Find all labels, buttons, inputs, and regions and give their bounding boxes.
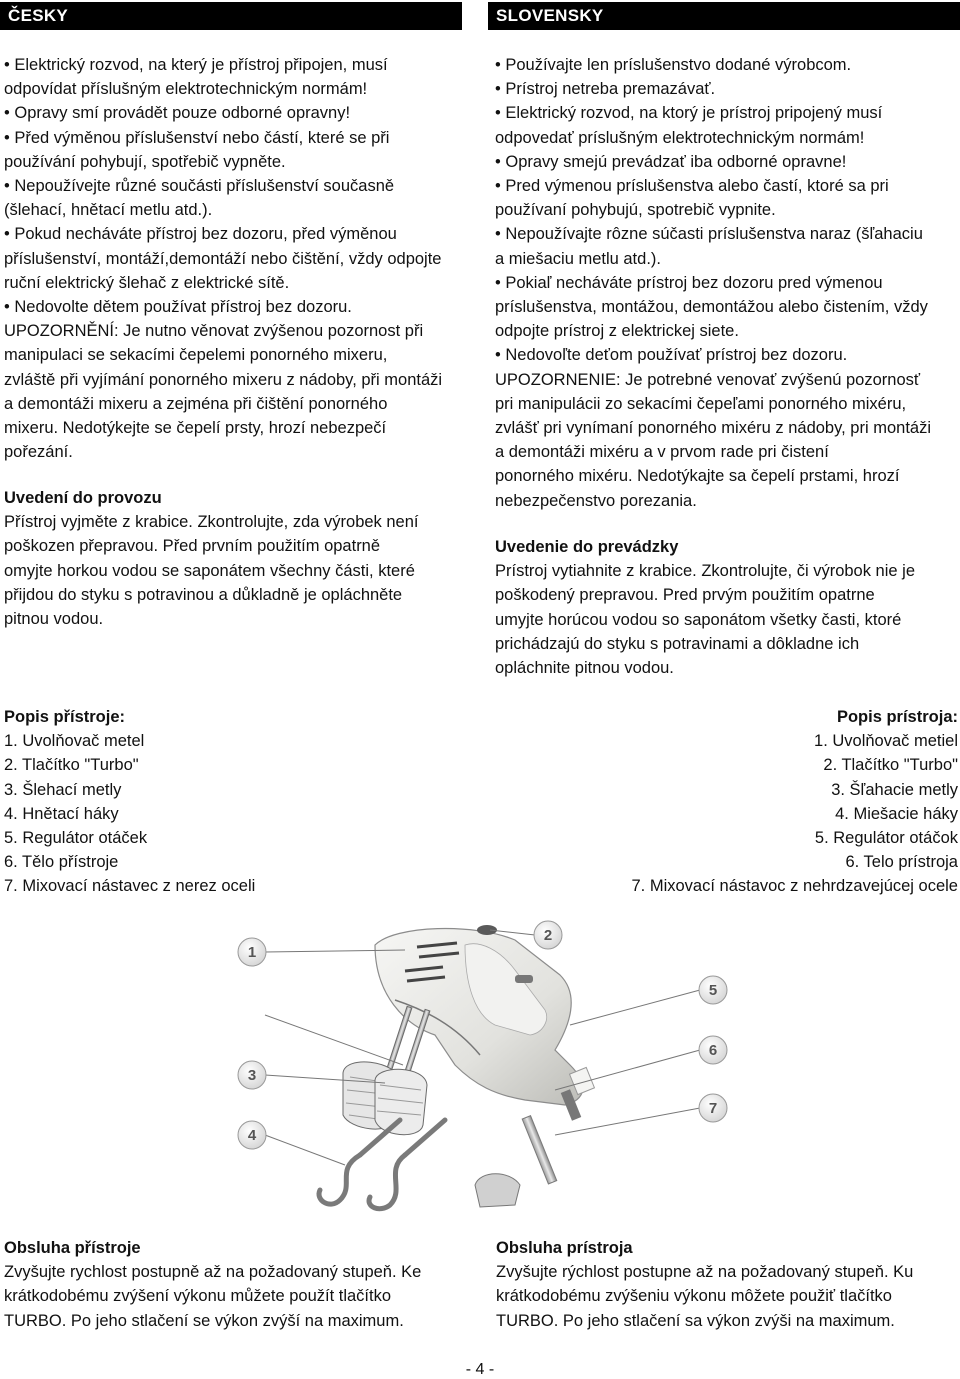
text-line: UPOZORNĚNÍ: Je nutno věnovat zvýšenou pozornost při [4, 322, 424, 341]
callout-2: 2 [543, 927, 553, 944]
text-line: opláchnite pitnou vodou. [495, 659, 674, 678]
text-line: pořezání. [4, 443, 73, 462]
text-line: krátkodobému zvýšení výkonu můžete použít tlačítko [4, 1287, 392, 1306]
text-line: mixeru. Nedotýkejte se čepelí prsty, hrozí nebezpečí [4, 419, 387, 438]
text-line: používaní pohybujú, spotrebič vypnite. [495, 201, 776, 220]
list-item: 7. Mixovací nástavec z nerez oceli [4, 877, 256, 896]
text-line: manipulaci se sekacími čepelemi ponorného mixeru, [4, 346, 388, 365]
text-line: • Nepoužívajte rôzne súčasti príslušenstva naraz (šľahaciu [495, 225, 923, 244]
text-line: a demontáži mixeru a zejména při čištění ponorného [4, 394, 388, 413]
slovak-parts-title: Popis prístroja: [836, 708, 958, 726]
czech-usage-section [4, 1236, 474, 1333]
list-item: 5. Regulátor otáček [4, 829, 148, 848]
czech-start-title: Uvedení do provozu [4, 489, 162, 507]
text-line: • Nepoužívejte různé součásti příslušenství současně [4, 177, 395, 196]
callout-6: 6 [708, 1042, 718, 1059]
text-line: Přístroj vyjměte z krabice. Zkontrolujte, zda výrobek není [4, 513, 419, 532]
text-line: poškozen přepravou. Před prvním použitím opatrně [4, 537, 381, 556]
slovak-section-header: SLOVENSKY [488, 2, 960, 30]
text-line: Prístroj vytiahnite z krabice. Zkontrolujte, či výrobok nie je [495, 562, 916, 581]
text-line: omyjte horkou vodou se saponátem všechny části, které [4, 561, 415, 580]
slovak-usage-title: Obsluha prístroja [496, 1239, 633, 1257]
text-line: používání pohybují, spotřebič vypněte. [4, 152, 286, 171]
text-line: zvlášť pri vynímaní ponorného mixéru z nádoby, pri montáži [495, 419, 932, 438]
list-item: 2. Tlačítko "Turbo" [823, 756, 958, 775]
text-line: odpovedať príslušným elektrotechnickým normám! [495, 128, 865, 147]
text-line: odpojte prístroj z elektrickej siete. [495, 322, 739, 341]
text-line: TURBO. Po jeho stlačení sa výkon zvýši na maximum. [496, 1311, 895, 1330]
text-line: poškodený prepravou. Pred prvým použitím opatrne [495, 586, 875, 605]
list-item: 4. Hnětací háky [4, 804, 119, 823]
text-line: • Nedovolte dětem používat přístroj bez dozoru. [4, 298, 352, 317]
czech-section-header: ČESKY [0, 2, 462, 30]
czech-safety-text [4, 53, 474, 464]
text-line: • Nedovoľte deťom používať prístroj bez dozoru. [495, 346, 848, 365]
text-line: a demontáži mixéru a v prvom rade pri čistení [495, 443, 829, 462]
list-item: 1. Uvolňovač metel [4, 732, 145, 751]
text-line: pitnou vodou. [4, 610, 104, 629]
text-line: nebezpečenstvo porezania. [495, 491, 697, 510]
czech-parts-title: Popis přístroje: [4, 708, 126, 726]
czech-parts-list [4, 705, 344, 899]
list-item: 4. Miešacie háky [835, 804, 958, 823]
text-line: krátkodobému zvýšeniu výkonu môžete použiť tlačítko [496, 1287, 892, 1306]
slovak-start-section [495, 535, 960, 680]
callout-4: 4 [247, 1127, 257, 1144]
text-line: pri manipulácii zo sekacími čepeľami ponorného mixéru, [495, 394, 907, 413]
hand-mixer-illustration [225, 915, 745, 1215]
list-item: 5. Regulátor otáčok [814, 829, 958, 848]
text-line: • Opravy smejú prevádzať iba odborné opravne! [495, 152, 847, 171]
text-line: zvláště při vyjímání ponorného mixeru z nádoby, při montáži [4, 370, 443, 389]
slovak-start-title: Uvedenie do prevádzky [495, 538, 679, 556]
text-line: přijdou do styku s potravinou a důkladně je opláchněte [4, 585, 403, 604]
text-line: odpovídat příslušným elektrotechnickým normám! [4, 80, 368, 99]
text-line: • Prístroj netreba premazávať. [495, 80, 716, 99]
czech-usage-title: Obsluha přístroje [4, 1239, 141, 1257]
text-line: • Před výměnou příslušenství nebo částí, které se při [4, 128, 390, 147]
slovak-parts-list [558, 705, 958, 899]
text-line: • Elektrický rozvod, na ktorý je prístroj pripojený musí [495, 104, 883, 123]
callout-7: 7 [708, 1100, 718, 1117]
text-line: a miešaciu metlu atd.). [495, 249, 661, 268]
text-line: Zvyšujte rychlost postupně až na požadovaný stupeň. Ke [4, 1263, 422, 1282]
text-line: • Pokiaľ necháváte prístroj bez dozoru pred výmenou [495, 273, 883, 292]
text-line: príslušenstva, montážou, demontážou alebo čistením, vždy [495, 298, 928, 317]
dough-hooks [319, 1120, 445, 1209]
text-line: (šlehací, hnětací metlu atd.). [4, 201, 213, 220]
list-item: 7. Mixovací nástavoc z nehrdzavejúcej ocele [631, 877, 958, 896]
list-item: 6. Telo prístroja [845, 853, 958, 872]
text-line: příslušenství, montáží,demontáží nebo čištění, vždy odpojte [4, 249, 442, 268]
list-item: 1. Uvolňovač metiel [814, 732, 958, 751]
list-item: 3. Šľahacie metly [831, 780, 958, 799]
text-line: ruční elektrický šlehač z elektrické sítě. [4, 273, 290, 292]
text-line: • Elektrický rozvod, na který je přístroj připojen, musí [4, 56, 388, 74]
text-line: • Používajte len príslušenstvo dodané výrobcom. [495, 56, 852, 74]
text-line: umyjte horúcou vodou so saponátom všetky časti, ktoré [495, 610, 902, 629]
callout-5: 5 [708, 982, 718, 999]
text-line: Zvyšujte rýchlost postupne až na požadovaný stupeň. Ku [496, 1263, 914, 1282]
slovak-usage-section [496, 1236, 960, 1333]
slovak-safety-text [495, 53, 960, 513]
czech-start-section [4, 486, 474, 631]
hand-mixer-drawing [225, 915, 745, 1215]
text-line: ponorného mixéru. Nedotýkajte sa čepelí prstami, hrozí [495, 467, 900, 486]
text-line: TURBO. Po jeho stlačení se výkon zvýší na maximum. [4, 1311, 404, 1330]
page-number: - 4 - [465, 1361, 495, 1378]
list-item: 2. Tlačítko "Turbo" [4, 756, 139, 775]
text-line: UPOZORNENIE: Je potrebné venovať zvýšenú pozornosť [495, 370, 921, 389]
text-line: • Opravy smí provádět pouze odborné opravny! [4, 104, 351, 123]
list-item: 6. Tělo přístroje [4, 853, 119, 872]
text-line: prichádzajú do styku s potravinami a dôkladne ich [495, 634, 860, 653]
text-line: • Pokud necháváte přístroj bez dozoru, před výměnou [4, 225, 397, 244]
list-item: 3. Šlehací metly [4, 780, 122, 799]
callout-1: 1 [247, 944, 257, 961]
callout-3: 3 [247, 1067, 257, 1084]
text-line: • Pred výmenou príslušenstva alebo častí, ktoré sa pri [495, 177, 889, 196]
